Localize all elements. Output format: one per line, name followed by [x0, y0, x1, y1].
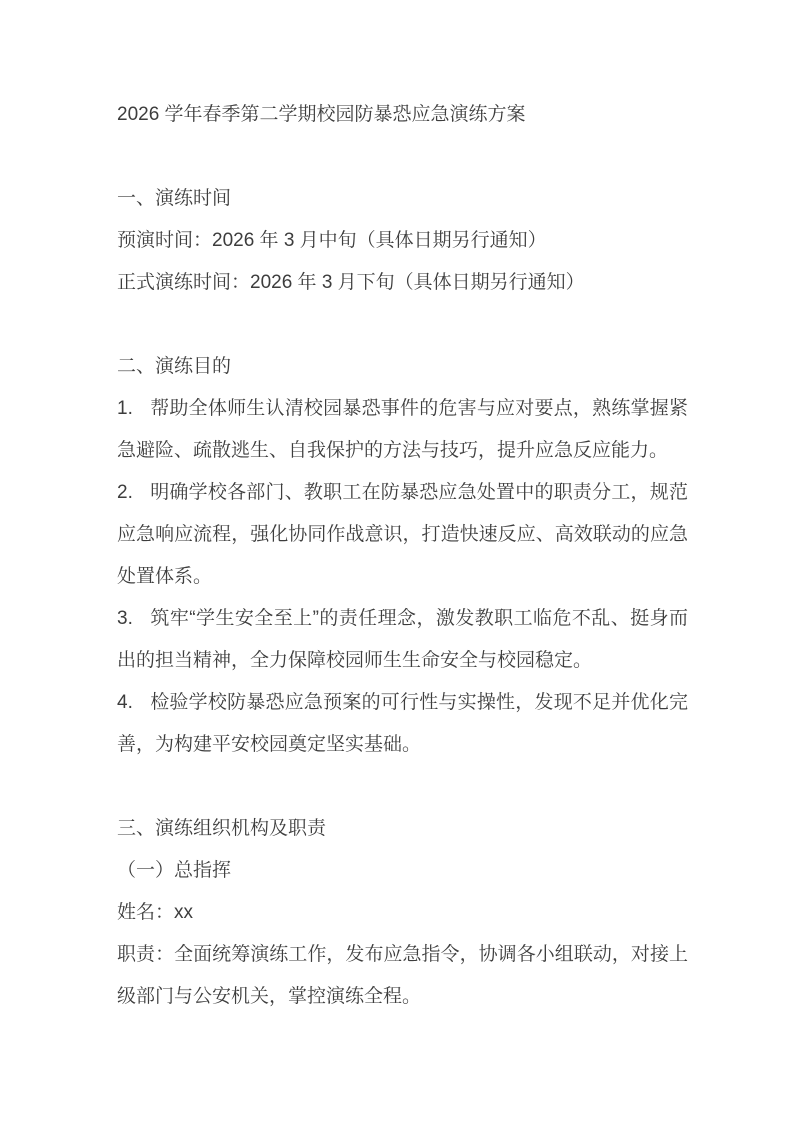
purpose-item-4-number: 4.	[117, 692, 133, 713]
section-3-subheading-commander: （一）总指挥	[117, 860, 232, 881]
section-3-heading: 三、演练组织机构及职责	[117, 818, 327, 839]
commander-duty-paragraph: 职责：全面统筹演练工作，发布应急指令，协调各小组联动，对接上级部门与公安机关，掌控演练全程。	[117, 944, 688, 1007]
purpose-item-2-number: 2.	[117, 482, 133, 503]
purpose-item-4-text: 检验学校防暴恐应急预案的可行性与实操性，发现不足并优化完善，为构建平安校园奠定坚实基础。	[117, 692, 688, 755]
purpose-item-3-number: 3.	[117, 608, 133, 629]
official-drill-time-paragraph: 正式演练时间：2026 年 3 月下旬（具体日期另行通知）	[117, 272, 585, 293]
section-2-heading: 二、演练目的	[117, 356, 232, 377]
purpose-item-2-text: 明确学校各部门、教职工在防暴恐应急处置中的职责分工，规范应急响应流程，强化协同作战意识，打造快速反应、高效联动的应急处置体系。	[117, 482, 688, 587]
purpose-item-4	[117, 682, 688, 766]
commander-name-paragraph: 姓名：xx	[117, 902, 194, 923]
purpose-item-1	[117, 388, 688, 472]
purpose-item-1-number: 1.	[117, 398, 133, 419]
purpose-item-1-text: 帮助全体师生认清校园暴恐事件的危害与应对要点，熟练掌握紧急避险、疏散逃生、自我保护的方法与技巧，提升应急反应能力。	[117, 398, 688, 461]
purpose-item-2	[117, 472, 688, 598]
section-1-heading: 一、演练时间	[117, 188, 232, 209]
purpose-item-3-text: 筑牢“学生安全至上”的责任理念，激发教职工临危不乱、挺身而出的担当精神，全力保障校园师生生命安全与校园稳定。	[117, 608, 688, 671]
pre-drill-time-paragraph: 预演时间：2026 年 3 月中旬（具体日期另行通知）	[117, 230, 547, 251]
document-title: 2026 学年春季第二学期校园防暴恐应急演练方案	[117, 104, 526, 125]
purpose-item-3	[117, 598, 688, 682]
